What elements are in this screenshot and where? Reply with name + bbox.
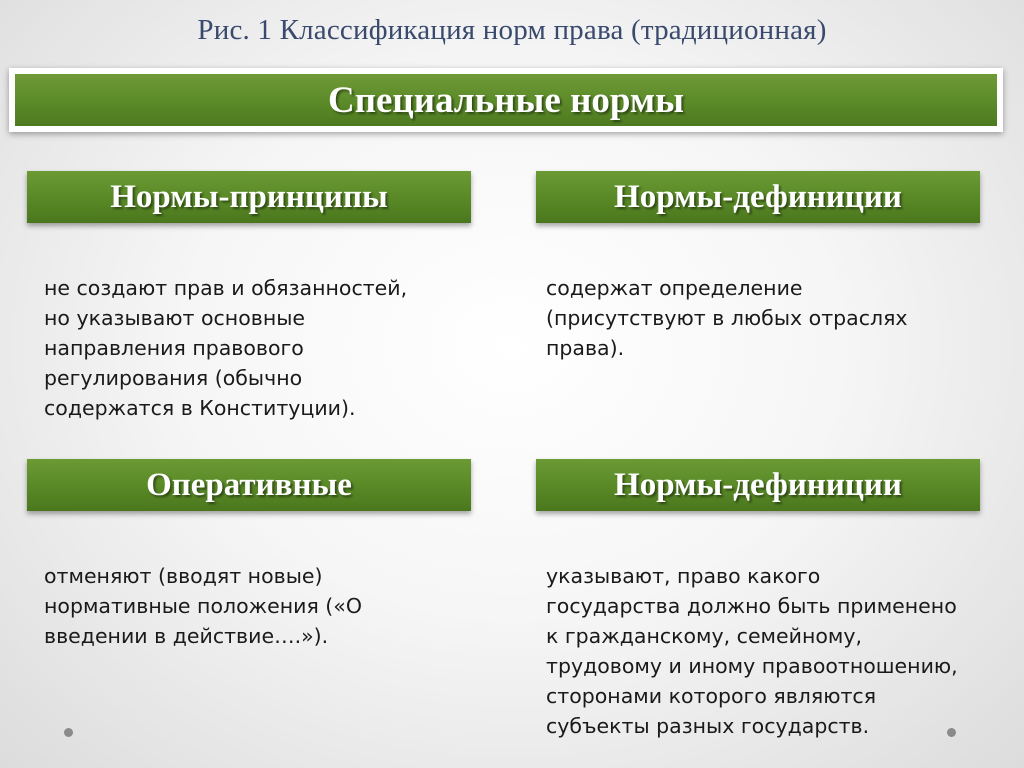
description-line: права). xyxy=(546,336,625,360)
description-line: указывают, право какого xyxy=(546,564,821,588)
description-line: субъекты разных государств. xyxy=(546,714,870,738)
description-line: к гражданскому, семейному, xyxy=(546,624,863,648)
section-header-operative: Оперативные xyxy=(27,459,471,511)
main-banner: Специальные нормы xyxy=(15,74,997,126)
description-line: государства должно быть применено xyxy=(546,594,957,618)
description-line: содержат определение xyxy=(546,276,803,300)
description-line: содержатся в Конституции). xyxy=(44,396,356,420)
section-description-principles xyxy=(44,273,464,423)
section-header-definitions: Нормы-дефиниции xyxy=(536,171,980,223)
description-line: регулирования (обычно xyxy=(44,366,303,390)
description-line: сторонами которого являются xyxy=(546,684,877,708)
corner-dot-left xyxy=(64,728,73,737)
section-header-principles: Нормы-принципы xyxy=(27,171,471,223)
description-line: трудовому и иному правоотношению, xyxy=(546,654,958,678)
description-line: не создают прав и обязанностей, xyxy=(44,276,408,300)
description-line: нормативные положения («О xyxy=(44,594,362,618)
corner-dot-right xyxy=(947,728,956,737)
description-line: но указывают основные xyxy=(44,306,306,330)
section-description-conflict-definitions xyxy=(546,561,1006,741)
section-description-operative xyxy=(44,561,464,651)
banner-frame xyxy=(9,68,1003,132)
description-line: отменяют (вводят новые) xyxy=(44,564,323,588)
section-header-conflict-definitions: Нормы-дефиниции xyxy=(536,459,980,511)
description-line: направления правового xyxy=(44,336,304,360)
slide-title: Рис. 1 Классификация норм права (традиционная) xyxy=(197,14,827,46)
description-line: введении в действие….»). xyxy=(44,624,329,648)
description-line: (присутствуют в любых отраслях xyxy=(546,306,908,330)
section-description-definitions xyxy=(546,273,1006,363)
